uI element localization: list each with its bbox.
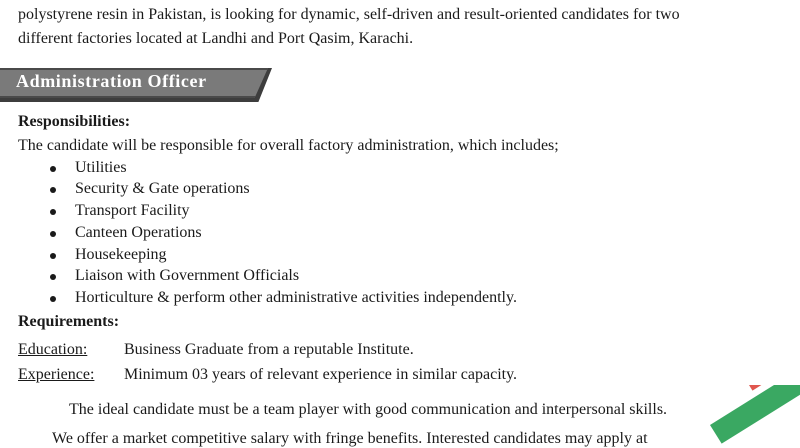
responsibilities-heading: Responsibilities:	[18, 113, 131, 130]
bullet-icon	[50, 253, 56, 259]
intro-line-1: polystyrene resin in Pakistan, is looking for dynamic, self-driven and result-oriented candidates for two	[18, 6, 680, 23]
list-item-label: Liaison with Government Officials	[75, 267, 300, 284]
bullet-icon	[50, 296, 56, 302]
list-item-label: Transport Facility	[75, 202, 190, 219]
experience-value: Minimum 03 years of relevant experience in similar capacity.	[124, 366, 518, 383]
requirements-heading: Requirements:	[18, 313, 120, 330]
list-item-label: Canteen Operations	[75, 224, 202, 241]
responsibilities-summary: The candidate will be responsible for overall factory administration, which includes;	[18, 137, 559, 154]
education-value: Business Graduate from a reputable Institute.	[124, 341, 414, 358]
bullet-icon	[50, 274, 56, 280]
section-title: Administration Officer	[16, 71, 207, 91]
bullet-icon	[50, 231, 56, 237]
intro-paragraph	[0, 0, 800, 48]
list-item-label: Security & Gate operations	[75, 180, 250, 197]
bullet-icon	[50, 166, 56, 172]
closing-line-2: We offer a market competitive salary with fringe benefits. Interested candidates may apply at	[52, 430, 648, 447]
bullet-icon	[50, 187, 56, 193]
experience-label: Experience:	[18, 366, 95, 383]
list-item-label: Housekeeping	[75, 246, 167, 263]
bullet-icon	[50, 209, 56, 215]
list-item-label: Horticulture & perform other administrative activities independently.	[75, 289, 517, 306]
intro-line-2: different factories located at Landhi and Port Qasim, Karachi.	[18, 30, 414, 47]
list-item-label: Utilities	[75, 159, 127, 176]
education-label: Education:	[18, 341, 88, 358]
green-stripe	[710, 385, 800, 444]
closing-line-1: The ideal candidate must be a team player with good communication and interpersonal skills.	[69, 401, 668, 418]
corner-stripes	[700, 385, 800, 445]
